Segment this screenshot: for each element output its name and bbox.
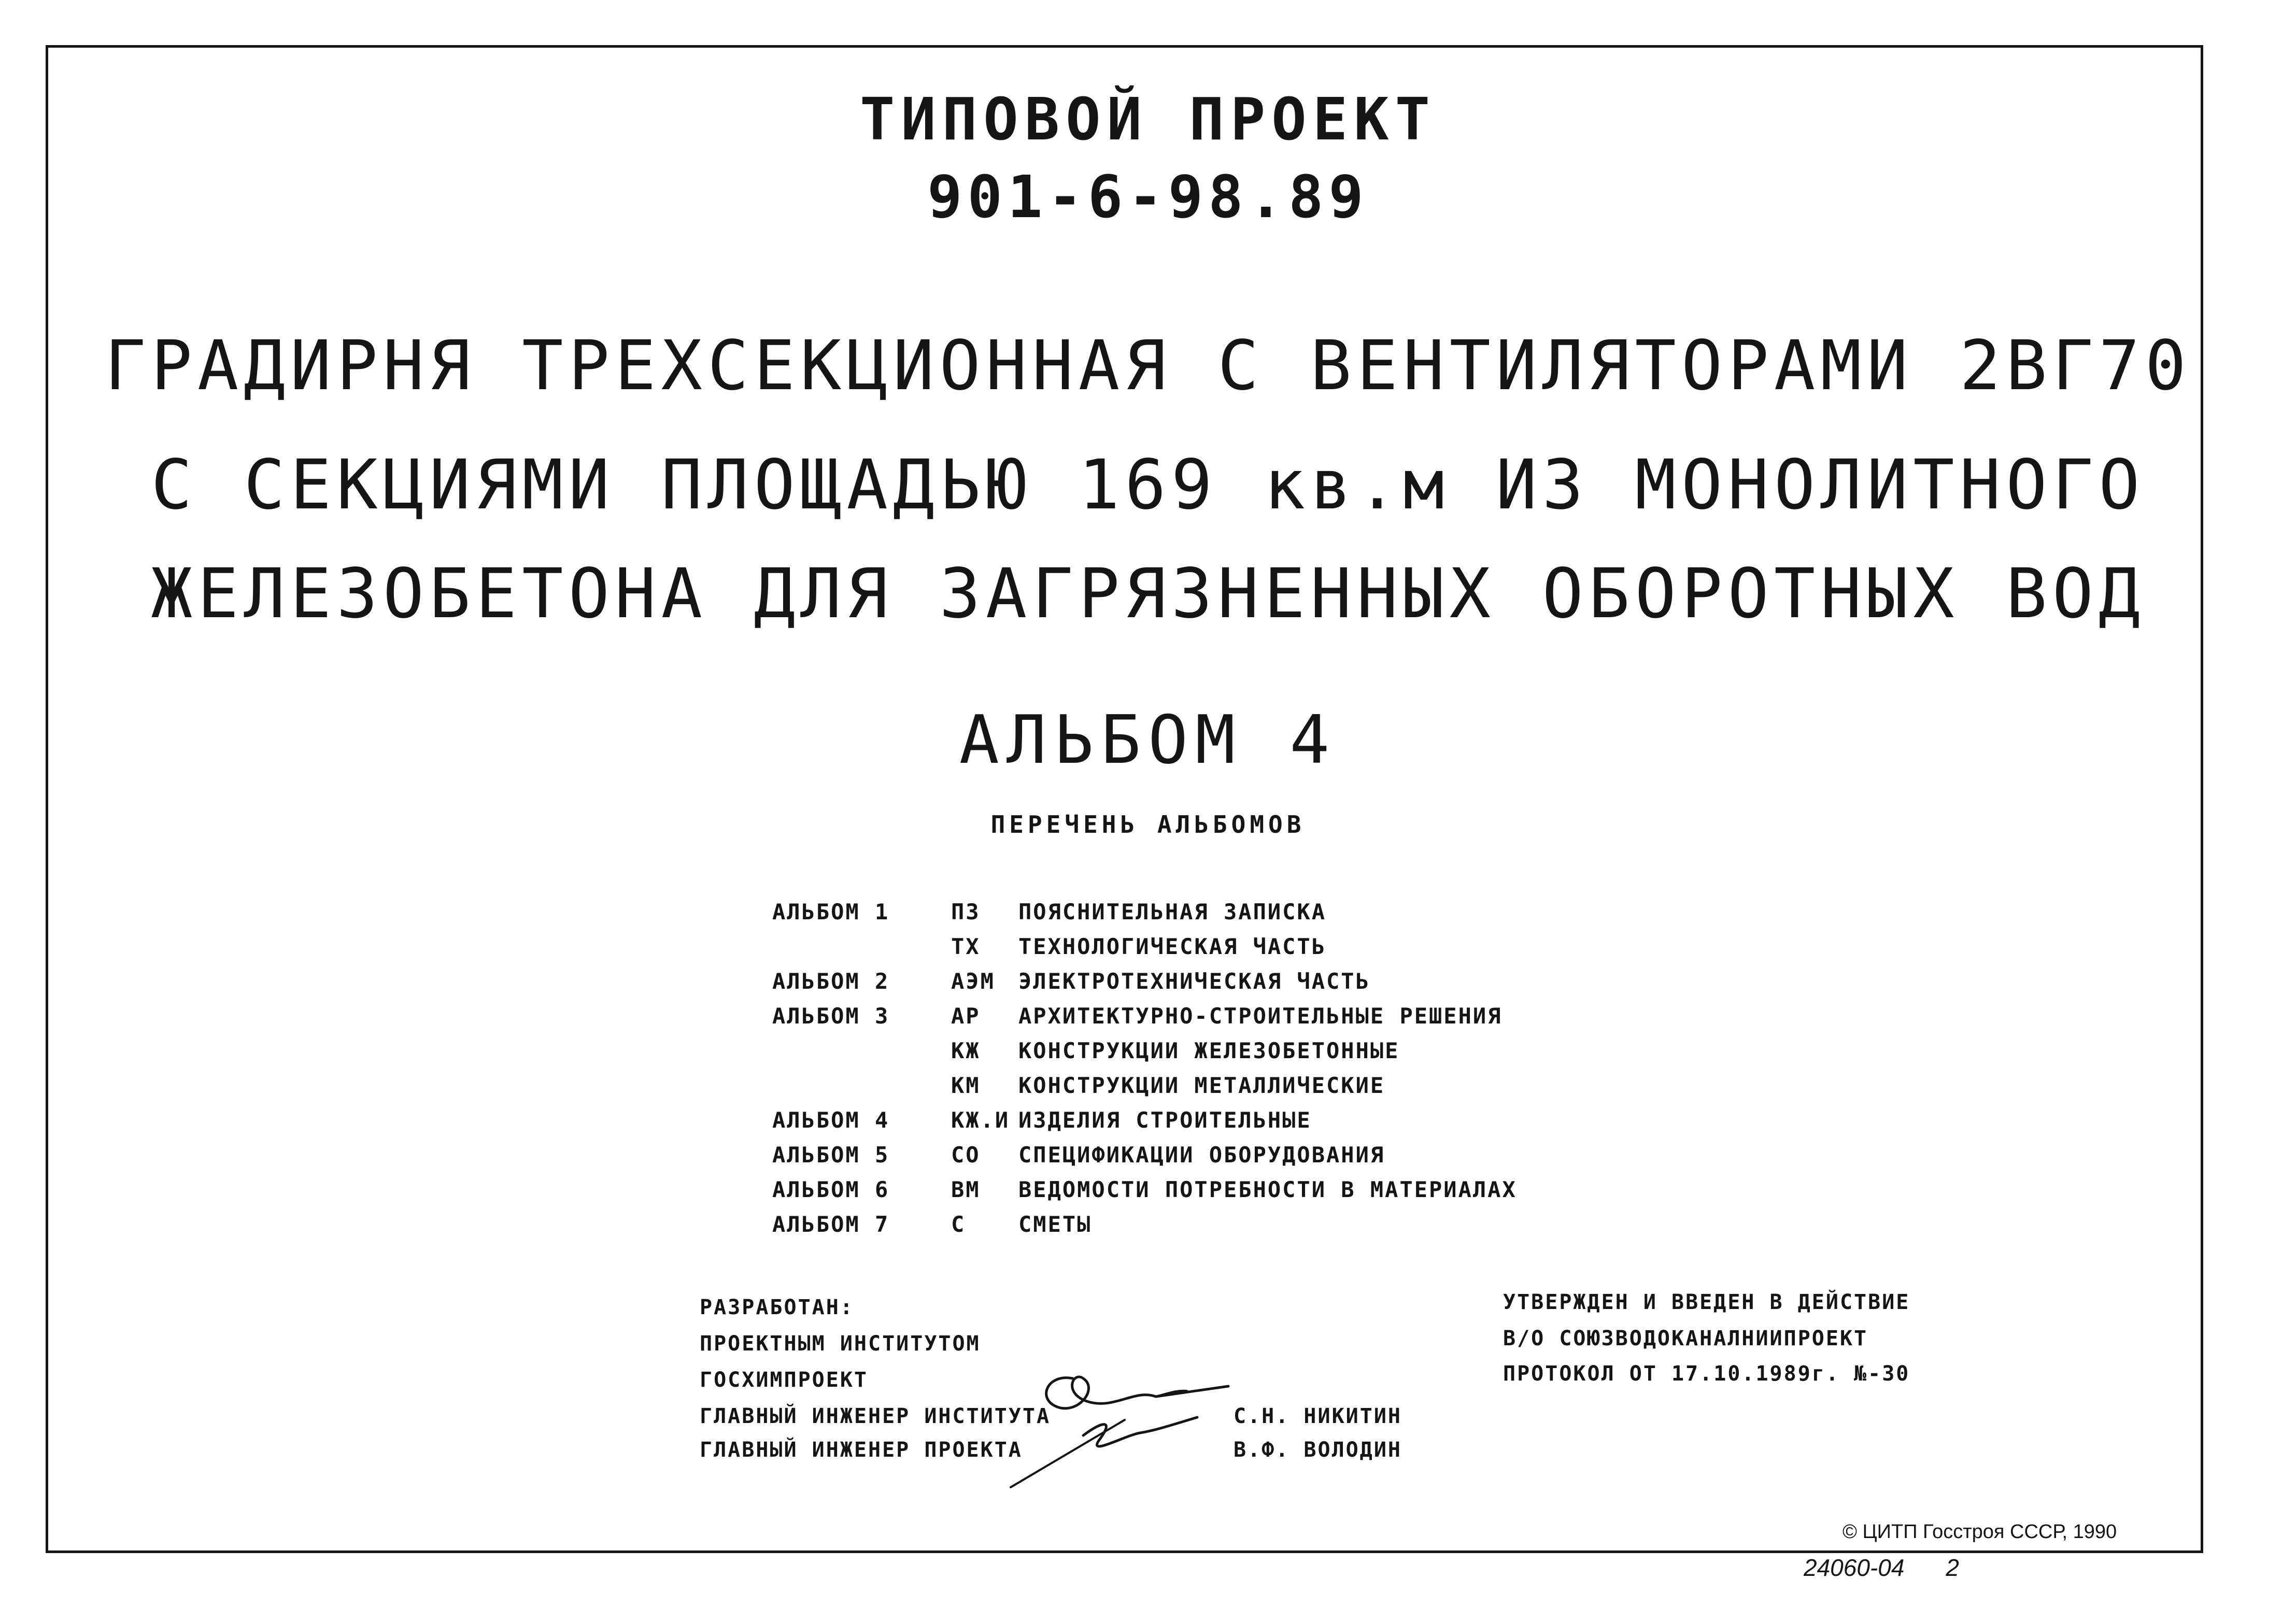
title-line-3: ЖЕЛЕЗОБЕТОНА ДЛЯ ЗАГРЯЗНЕННЫХ ОБОРОТНЫХ ВОД (151, 554, 2145, 634)
album-code: КЖ.И (951, 1107, 1010, 1133)
album-description: КОНСТРУКЦИИ ЖЕЛЕЗОБЕТОННЫЕ (1018, 1038, 1400, 1063)
album-description: АРХИТЕКТУРНО-СТРОИТЕЛЬНЫЕ РЕШЕНИЯ (1018, 1003, 1503, 1029)
chief-engineer-project-label: ГЛАВНЫЙ ИНЖЕНЕР ПРОЕКТА (700, 1438, 1023, 1462)
album-code: ПЗ (951, 899, 981, 924)
album-label: АЛЬБОМ 5 (772, 1142, 890, 1168)
sheet-number: 2 (1946, 1554, 1959, 1581)
album-description: СПЕЦИФИКАЦИИ ОБОРУДОВАНИЯ (1018, 1142, 1385, 1168)
project-type: ТИПОВОЙ ПРОЕКТ (859, 86, 1436, 153)
album-description: ПОЯСНИТЕЛЬНАЯ ЗАПИСКА (1018, 899, 1327, 924)
developer-institute-line: ПРОЕКТНЫМ ИНСТИТУТОМ (700, 1332, 981, 1356)
approval-line-2: В/О СОЮЗВОДОКАНАЛНИИПРОЕКТ (1503, 1327, 1868, 1350)
approval-line-3: ПРОТОКОЛ ОТ 17.10.1989г. №-30 (1503, 1362, 1910, 1386)
album-code: С (951, 1212, 966, 1237)
album-code: АЭМ (951, 969, 995, 994)
album-label: АЛЬБОМ 2 (772, 969, 890, 994)
album-code: АР (951, 1003, 981, 1029)
album-description: ТЕХНОЛОГИЧЕСКАЯ ЧАСТЬ (1018, 934, 1327, 959)
project-code: 901-6-98.89 (927, 164, 1369, 231)
sheet-code: 24060-04 (1804, 1554, 1905, 1581)
album-code: ТХ (951, 934, 981, 959)
album-description: ЭЛЕКТРОТЕХНИЧЕСКАЯ ЧАСТЬ (1018, 969, 1370, 994)
album-label: АЛЬБОМ 7 (772, 1212, 890, 1237)
title-line-1: ГРАДИРНЯ ТРЕХСЕКЦИОННАЯ С ВЕНТИЛЯТОРАМИ 2ВГ70 (104, 326, 2192, 406)
album-description: ВЕДОМОСТИ ПОТРЕБНОСТИ В МАТЕРИАЛАХ (1018, 1177, 1517, 1202)
sheet-identifier (1804, 1554, 1959, 1582)
album-code: СО (951, 1142, 981, 1168)
album-description: КОНСТРУКЦИИ МЕТАЛЛИЧЕСКИЕ (1018, 1073, 1385, 1098)
developed-by-label: РАЗРАБОТАН: (700, 1296, 854, 1319)
album-list-heading: ПЕРЕЧЕНЬ АЛЬБОМОВ (990, 810, 1306, 838)
developer-institute-name: ГОСХИМПРОЕКТ (700, 1368, 868, 1392)
drawing-frame (46, 45, 2203, 1553)
chief-engineer-project-name: В.Ф. ВОЛОДИН (1234, 1438, 1402, 1462)
chief-engineer-institute-label: ГЛАВНЫЙ ИНЖЕНЕР ИНСТИТУТА (700, 1404, 1051, 1428)
title-line-2: С СЕКЦИЯМИ ПЛОЩАДЬЮ 169 кв.м ИЗ МОНОЛИТНОГО (151, 445, 2145, 525)
chief-engineer-institute-name: С.Н. НИКИТИН (1234, 1404, 1402, 1428)
album-code: ВМ (951, 1177, 981, 1202)
album-code: КМ (951, 1073, 981, 1098)
album-description: СМЕТЫ (1018, 1212, 1092, 1237)
album-code: КЖ (951, 1038, 981, 1063)
album-label: АЛЬБОМ 6 (772, 1177, 890, 1202)
copyright-notice: © ЦИТП Госстроя СССР, 1990 (1843, 1521, 2117, 1543)
signature-image (1000, 1358, 1259, 1492)
album-label: АЛЬБОМ 4 (772, 1107, 890, 1133)
album-label: АЛЬБОМ 3 (772, 1003, 890, 1029)
approval-line-1: УТВЕРЖДЕН И ВВЕДЕН В ДЕЙСТВИЕ (1503, 1290, 1910, 1314)
album-number: АЛЬБОМ 4 (959, 702, 1337, 779)
album-label: АЛЬБОМ 1 (772, 899, 890, 924)
album-description: ИЗДЕЛИЯ СТРОИТЕЛЬНЫЕ (1018, 1107, 1312, 1133)
